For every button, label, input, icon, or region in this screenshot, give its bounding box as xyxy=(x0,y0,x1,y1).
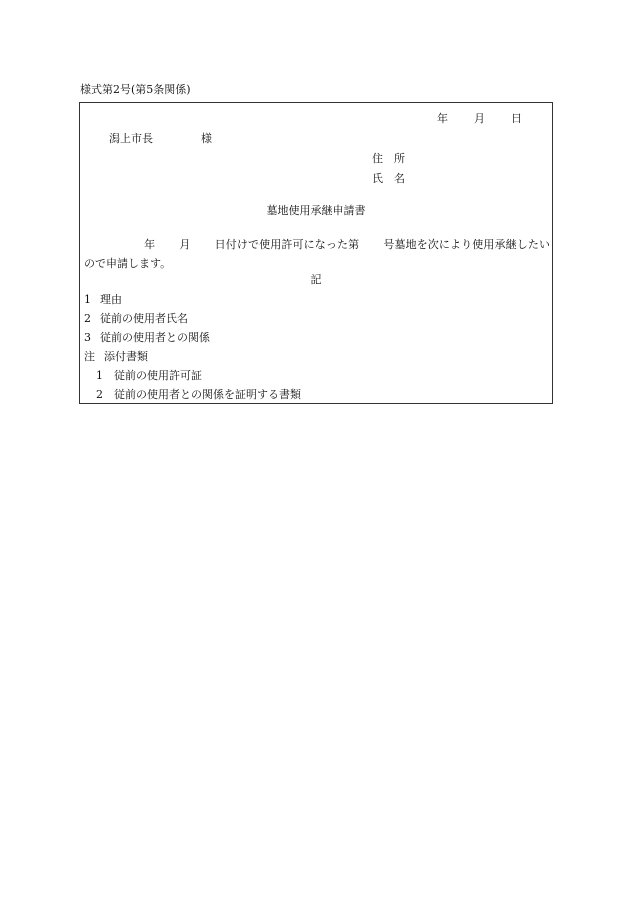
day-label: 日 xyxy=(511,112,522,125)
list-item: 3 従前の使用者との関係 xyxy=(84,331,210,344)
address-label: 住 所 xyxy=(372,152,405,165)
list-item: 2 従前の使用者氏名 xyxy=(84,312,188,325)
application-form xyxy=(79,102,553,404)
note-heading: 注 添付書類 xyxy=(84,350,148,363)
date-line xyxy=(437,113,522,124)
form-number: 様式第2号(第5条関係) xyxy=(80,83,191,96)
document-title: 墓地使用承継申請書 xyxy=(266,204,366,217)
body-paragraph xyxy=(84,235,550,273)
mayor-title: 潟上市長 xyxy=(109,132,153,145)
honorific: 様 xyxy=(201,132,212,145)
month-label: 月 xyxy=(474,112,485,125)
list-item: 1 従前の使用許可証 xyxy=(96,369,202,382)
list-item: 1 理由 xyxy=(84,293,122,306)
addressee xyxy=(109,133,212,144)
name-label: 氏 名 xyxy=(372,172,405,185)
year-label: 年 xyxy=(437,112,448,125)
body-year: 年 xyxy=(144,238,156,251)
list-item: 2 従前の使用者との関係を証明する書類 xyxy=(96,388,301,401)
body-part1: 日付けで使用許可になった第 xyxy=(214,238,360,251)
body-month: 月 xyxy=(179,238,191,251)
ki-heading: 記 xyxy=(310,273,322,286)
body-part2: 号墓地を次により使用承継したいので申請します。 xyxy=(84,238,551,270)
